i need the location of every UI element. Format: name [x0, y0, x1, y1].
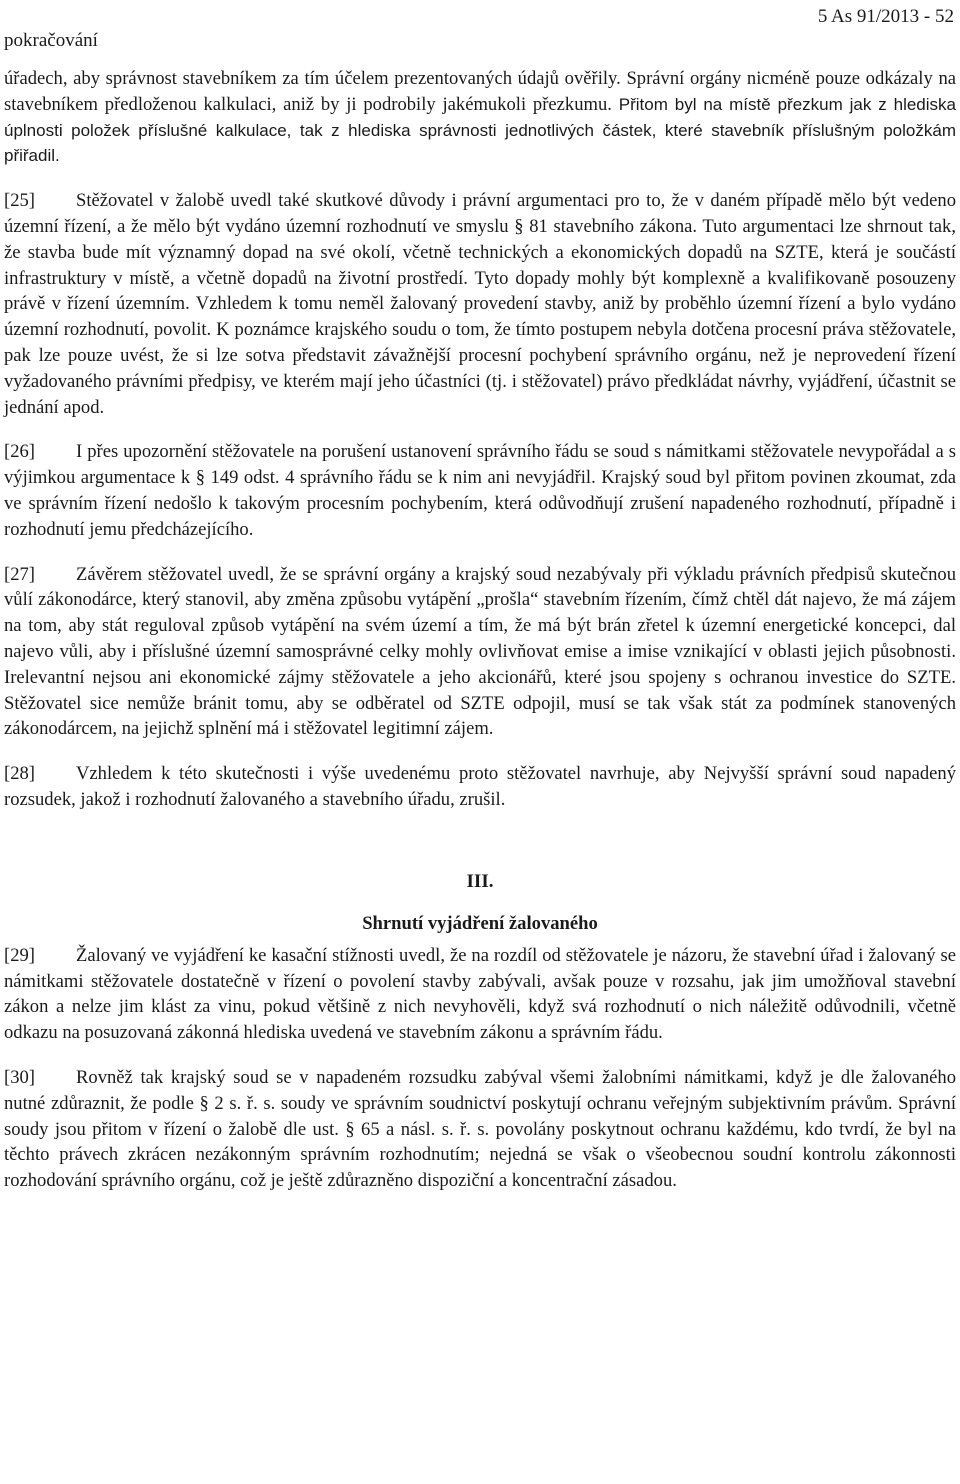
paragraph-number: [29]	[4, 944, 35, 966]
paragraph-text: Závěrem stěžovatel uvedl, že se správní orgány a krajský soud nezabývaly při výkladu právních předpisů skutečnou vůlí zákonodárce, který stanovil, aby změna způsobu vytápění „prošla“ stavebním řízením, čímž chtěl dát najevo, že má zájem na tom, aby stát reguloval způsob vytápění na svém území a tím, že má být brán zřetel k územní energetické koncepci, dal najevo vůli, aby i příslušné územní samosprávné celky mohly ovlivňovat emise a imise vznikající v oblasti jejich působnosti. Irelevantní nejsou ani ekonomické zájmy stěžovatele a jeho akcionářů, které jsou spojeny s ochranou investice do SZTE. Stěžovatel sice nemůže bránit tomu, aby se odběratel od SZTE odpojil, musí se tak však stát za podmínek stanovených zákonodárcem, na jejichž splnění má i stěžovatel legitimní zájem.	[4, 563, 956, 740]
document-body	[4, 66, 956, 1194]
paragraph-text: Vzhledem k této skutečnosti i výše uvedenému proto stěžovatel navrhuje, aby Nejvyšší správní soud napadený rozsudek, jakož i rozhodnutí žalovaného a stavebního úřadu, zrušil.	[4, 763, 956, 810]
section-number: III.	[466, 870, 494, 892]
paragraph-number: [28]	[4, 763, 35, 785]
paragraph-text: Stěžovatel v žalobě uvedl také skutkové důvody i právní argumentaci pro to, že v daném případě mělo být vedeno územní řízení, a že mělo být vydáno územní rozhodnutí ve smyslu § 81 stavebního zákona. Tuto argumentaci lze shrnout tak, že stavba bude mít významný dopad na své okolí, včetně technických a ekonomických dopadů na SZTE, která je součástí infrastruktury v místě, a včetně dopadů na životní prostředí. Tyto dopady mohly být komplexně a kvalifikovaně posouzeny právě v řízení územním. Vzhledem k tomu neměl žalovaný provedení stavby, aniž by proběhlo územní řízení a bylo vydáno územní rozhodnutí, povolit. K poznámce krajského soudu o tom, že tímto postupem nebyla dotčena procesní práva stěžovatele, pak lze pouze uvést, že si lze sotva představit závažnější procesní pochybení správního orgánu, než je neprovedení řízení vyžadovaného právními předpisy, ve kterém mají jeho účastníci (tj. i stěžovatel) právo předkládat návrhy, vyjádření, účastnit se jednání apod.	[4, 190, 956, 418]
paragraph-28	[4, 761, 956, 813]
paragraph-number: [27]	[4, 563, 35, 585]
paragraph-text: Žalovaný ve vyjádření ke kasační stížnosti uvedl, že na rozdíl od stěžovatele je názoru, že stavební úřad i žalovaný se námitkami stěžovatele dostatečně v řízení o povolení stavby zabývali, avšak pouze v rozsahu, jak jim umožňoval stavební zákon a nelze jim klást za vinu, pokud většině z nich nevyhověli, když svá rozhodnutí o nich náležitě odůvodnili, včetně odkazu na posuzovaná zákonná hlediska uvedená ve stavebním zákonu a správním řádu.	[4, 944, 956, 1044]
paragraph-text: I přes upozornění stěžovatele na porušení ustanovení správního řádu se soud s námitkami stěžovatele nevypořádal a s výjimkou argumentace k § 149 odst. 4 správního řádu se k nim ani nevyjádřil. Krajský soud byl přitom povinen zkoumat, zda ve správním řízení nedošlo k takovým procesním pochybením, která odůvodňují zrušení napadeného rozhodnutí, případně i rozhodnutí jemu předcházejícího.	[4, 441, 956, 540]
case-number: 5 As 91/2013 - 52	[817, 6, 954, 27]
paragraph-30	[4, 1065, 956, 1194]
paragraph-text: Rovněž tak krajský soud se v napadeném rozsudku zabýval všemi žalobními námitkami, když je dle žalovaného nutné zdůraznit, že podle § 2 s. ř. s. soudy ve správním soudnictví poskytují ochranu veřejným subjektivním právům. Správní soudy jsou přitom v řízení o žalobě dle ust. § 65 a násl. s. ř. s. povolány poskytnout ochranu každému, kdo tvrdí, že byl na těchto právech zkrácen nezákonným správním rozhodnutím; nejedná se však o všeobecnou soudní kontrolu zákonnosti rozhodování správního orgánu, což je ještě zdůrazněno dispoziční a koncentrační zásadou.	[4, 1066, 956, 1192]
paragraph-number: [30]	[4, 1066, 35, 1088]
section-title: Shrnutí vyjádření žalovaného	[362, 912, 598, 934]
intro-serif-text: úřadech, aby správnost stavebníkem za tím účelem prezentovaných údajů ověřily. Správní orgány nicméně pouze odkázaly na stavebníkem předloženou kalkulaci, aniž by ji podrobily jakémukoli přezkumu.	[4, 68, 956, 115]
paragraph-number: [26]	[4, 441, 35, 463]
intro-paragraph	[4, 66, 956, 169]
paragraph-25	[4, 188, 956, 420]
continuation-label: pokračování	[4, 30, 98, 51]
paragraph-26	[4, 439, 956, 542]
intro-sans-text: Přitom byl na místě přezkum jak z hlediska úplnosti položek příslušné kalkulace, tak z hlediska správnosti jednotlivých částek, které stavebník příslušným položkám přiřadil.	[4, 94, 956, 166]
paragraph-29	[4, 943, 956, 1046]
paragraph-number: [25]	[4, 190, 35, 212]
paragraph-27	[4, 562, 956, 743]
